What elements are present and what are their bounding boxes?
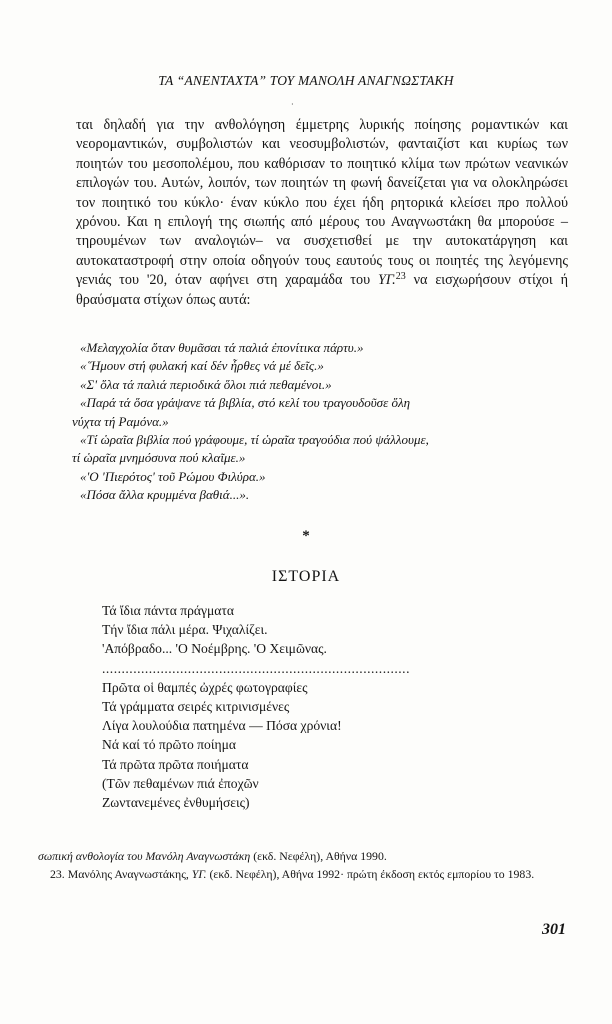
body-main-text: ται δηλαδή για την ανθολόγηση έμμετρης λυρικής ποίησης ρομαντικών και νεορομαντικών, συμβολιστών και νεοσυμβολιστών, φανταιζίστ και κυρίως των ποιητών του μεσοπολέμου, που καθόρισαν το ποιητικό κλίμα των πρώτων νεανικών επιλογών του. Αυτών, λοιπόν, των ποιητών τη φωνή δανείζεται για να ολοκληρώσει τον ποιητικό του κύκλο· έναν κύκλο που έχει ήδη ρητορικά κλείσει προ πολλού χρόνου. Και η επιλογή της σιωπής από μέρους του Αναγνωστάκη θα μπορούσε –τηρουμένων των αναλογιών– να συσχετισθεί με την αυτοκατάργηση και αυτοκαταστροφή στην οποία οδηγούν τους εαυτούς τους οι ποιητές της λεγόμενης γενιάς του '20, όταν αφήνει στη χαραμάδα του xyxy=(76,117,568,289)
poem-line: (Τῶν πεθαμένων πιά ἐποχῶν xyxy=(102,775,259,791)
poem-line: Πρῶτα οἱ θαμπές ὠχρές φωτογραφίες xyxy=(102,679,308,695)
poem-line: Τά γράμματα σειρές κιτρινισμένες xyxy=(102,699,290,715)
quote-line: τί ὡραῖα μνημόσυνα πού κλαῖμε.» xyxy=(72,450,246,466)
poem-line: Τά πρῶτα πρῶτα ποιήματα xyxy=(102,756,249,772)
quoted-verses xyxy=(72,339,568,505)
footnote-number: 23. xyxy=(50,866,68,881)
footnote-23 xyxy=(38,866,568,884)
quote-line: «Μελαγχολία ὅταν θυμᾶσαι τά παλιά ἐπονίτικα πάρτυ.» xyxy=(80,340,364,355)
running-head: ΤΑ “ΑΝΕΝΤΑΧΤΑ” ΤΟΥ ΜΑΝΟΛΗ ΑΝΑΓΝΩΣΤΑΚΗ xyxy=(158,73,454,88)
footnote-continuation xyxy=(38,848,568,866)
quote-line: «῞Ημουν στή φυλακή καί δέν ἦρθες νά μέ δεῖς.» xyxy=(80,358,324,374)
section-separator: * xyxy=(302,528,310,544)
body-tail-text: να εισχωρήσουν στίχοι ή θραύσματα στίχων όπως αυτά: xyxy=(76,272,568,308)
quote-line: «Πόσα ἄλλα κρυμμένα βαθιά...». xyxy=(80,487,250,503)
quote-line: «Σ' ὅλα τά παλιά περιοδικά ὅλοι πιά πεθαμένοι.» xyxy=(80,376,332,392)
quote-line: νύχτα τή Ραμόνα.» xyxy=(72,413,169,429)
footnote-text: (εκδ. Νεφέλη), Αθήνα 1990. xyxy=(250,849,387,863)
poem-line: Τήν ἴδια πάλι μέρα. Ψιχαλίζει. xyxy=(102,622,268,638)
poem-line: 'Απόβραδο... 'Ο Νοέμβρης. 'Ο Χειμῶνας. xyxy=(102,641,327,657)
quote-line: «Παρά τά ὅσα γράψανε τά βιβλία, στό κελί του τραγουδοῦσε ὅλη xyxy=(80,395,411,411)
footnote-italic-title: σωπική ανθολογία του Μανόλη Αναγνωστάκη xyxy=(38,849,251,863)
poem-title: ΙΣΤΟΡΙΑ xyxy=(271,568,341,585)
footnotes xyxy=(38,848,568,883)
quote-line: «'Ο 'Πιερότος' τοῦ Ρώμου Φιλύρα.» xyxy=(80,468,266,484)
poem-body xyxy=(102,601,432,812)
body-paragraph xyxy=(76,116,568,310)
poem-line: Ζωντανεμένες ἐνθυμήσεις) xyxy=(102,795,250,811)
body-italic-reference: ΥΓ. xyxy=(378,272,396,289)
footnote-marker: 23 xyxy=(395,271,406,283)
poem-line: Λίγα λουλούδια πατημένα — Πόσα χρόνια! xyxy=(102,718,342,734)
poem-line: Τά ἴδια πάντα πράγματα xyxy=(102,603,235,618)
quote-line: «Τί ὡραῖα βιβλία πού γράφουμε, τί ὡραῖα τραγούδια πού ψάλλουμε, xyxy=(80,432,429,448)
poem-line: Νά καί τό πρῶτο ποίημα xyxy=(102,737,236,753)
poem-ellipsis-divider: ............................................................................... xyxy=(102,660,410,676)
footnote-author: Μανόλης Αναγνωστάκης, xyxy=(67,866,192,881)
footnote-title: ΥΓ. xyxy=(191,866,207,881)
ink-dot: · xyxy=(291,100,294,109)
footnote-text: (εκδ. Νεφέλη), Αθήνα 1992· πρώτη έκδοση εκτός εμπορίου το 1983. xyxy=(206,866,535,881)
page-number: 301 xyxy=(542,921,566,938)
